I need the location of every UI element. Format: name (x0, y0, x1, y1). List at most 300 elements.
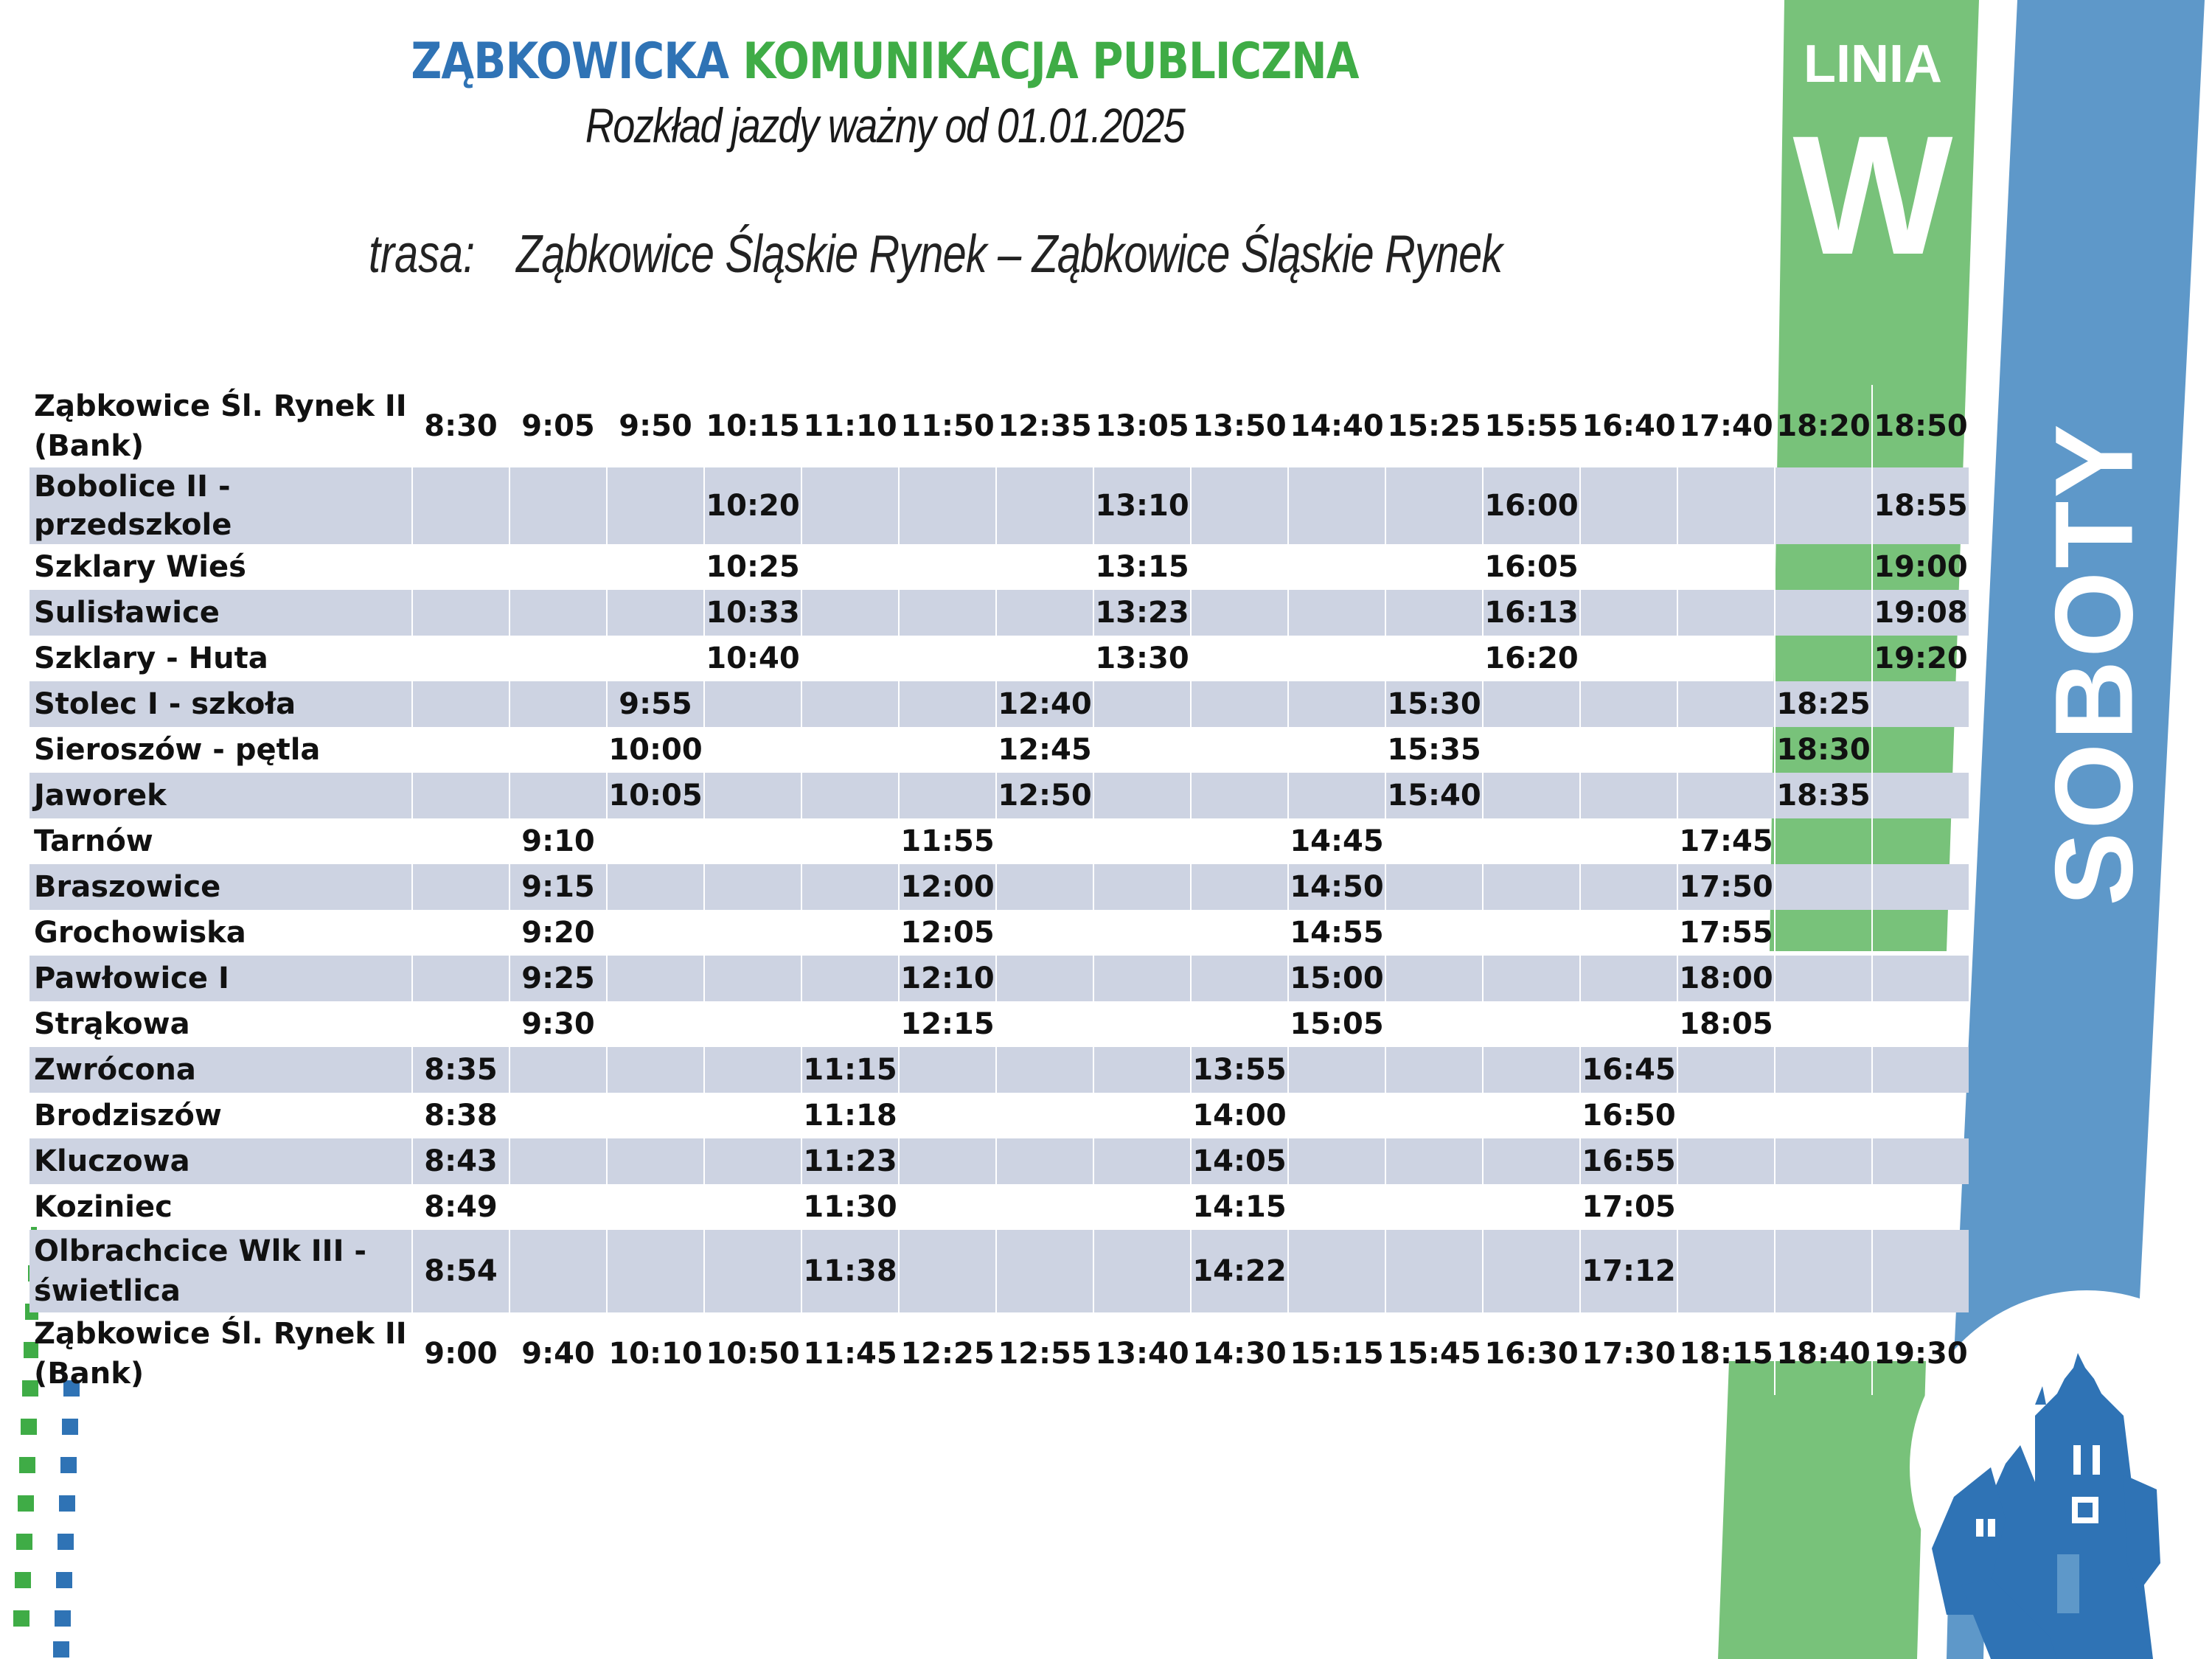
departure-time: 11:38 (801, 1230, 899, 1312)
departure-time (899, 1093, 996, 1138)
departure-time (1191, 864, 1288, 910)
departure-time (899, 544, 996, 590)
departure-time: 13:50 (1191, 385, 1288, 467)
departure-time (704, 1001, 801, 1047)
departure-time (1385, 956, 1483, 1001)
departure-time (704, 864, 801, 910)
table-row (29, 636, 1969, 681)
departure-time: 12:10 (899, 956, 996, 1001)
departure-time (996, 1230, 1093, 1312)
departure-time (1775, 544, 1872, 590)
departure-time (801, 773, 899, 818)
departure-time: 17:05 (1580, 1184, 1677, 1230)
departure-time: 8:30 (412, 385, 509, 467)
departure-time (996, 910, 1093, 956)
departure-time: 15:30 (1385, 681, 1483, 727)
departure-time (1483, 1184, 1580, 1230)
departure-time: 14:50 (1288, 864, 1385, 910)
departure-time: 15:05 (1288, 1001, 1385, 1047)
departure-time: 11:23 (801, 1138, 899, 1184)
departure-time (1677, 636, 1775, 681)
departure-time (1191, 727, 1288, 773)
departure-time (1677, 1138, 1775, 1184)
departure-time: 11:18 (801, 1093, 899, 1138)
stop-name: Sulisławice (29, 590, 412, 636)
departure-time (1288, 544, 1385, 590)
departure-time: 17:55 (1677, 910, 1775, 956)
departure-time (1288, 1230, 1385, 1312)
departure-time: 14:40 (1288, 385, 1385, 467)
departure-time: 8:43 (412, 1138, 509, 1184)
departure-time (1385, 1001, 1483, 1047)
departure-time: 12:40 (996, 681, 1093, 727)
departure-time: 9:20 (509, 910, 607, 956)
departure-time (1580, 1001, 1677, 1047)
departure-time (412, 910, 509, 956)
departure-time (509, 681, 607, 727)
departure-time (704, 956, 801, 1001)
departure-time: 11:45 (801, 1312, 899, 1395)
departure-time (1191, 818, 1288, 864)
departure-time (509, 1184, 607, 1230)
departure-time: 10:05 (607, 773, 704, 818)
departure-time: 9:05 (509, 385, 607, 467)
departure-time (1872, 1184, 1969, 1230)
departure-time (412, 681, 509, 727)
departure-time (412, 636, 509, 681)
departure-time (996, 818, 1093, 864)
departure-time (607, 1047, 704, 1093)
stop-name: Zwrócona (29, 1047, 412, 1093)
departure-time (1288, 727, 1385, 773)
departure-time (1093, 1047, 1191, 1093)
departure-time (1288, 467, 1385, 544)
departure-time (704, 1047, 801, 1093)
departure-time (1093, 773, 1191, 818)
departure-time (1483, 956, 1580, 1001)
departure-time: 16:00 (1483, 467, 1580, 544)
departure-time (996, 467, 1093, 544)
stop-name: Ząbkowice Śl. Rynek II (Bank) (34, 389, 407, 463)
departure-time (1191, 636, 1288, 681)
departure-time (509, 590, 607, 636)
departure-time (1385, 910, 1483, 956)
departure-time (1677, 590, 1775, 636)
departure-time: 16:05 (1483, 544, 1580, 590)
departure-time (509, 636, 607, 681)
departure-time (1775, 864, 1872, 910)
table-row (29, 956, 1969, 1001)
departure-time: 15:25 (1385, 385, 1483, 467)
departure-time (704, 910, 801, 956)
departure-time (607, 818, 704, 864)
departure-time: 15:40 (1385, 773, 1483, 818)
day-type-label: SOBOTY (2031, 421, 2156, 906)
stop-name: Szklary - Huta (34, 641, 268, 675)
departure-time: 12:00 (899, 864, 996, 910)
departure-time: 14:22 (1191, 1230, 1288, 1312)
departure-time (1385, 864, 1483, 910)
table-row (29, 773, 1969, 818)
validity-subtitle: Rozkład jazdy ważny od 01.01.2025 (585, 98, 1185, 153)
departure-time (801, 681, 899, 727)
departure-time (1093, 910, 1191, 956)
departure-time: 12:50 (996, 773, 1093, 818)
table-row (29, 590, 1969, 636)
departure-time: 12:15 (899, 1001, 996, 1047)
line-label: LINIA (1804, 35, 1942, 94)
departure-time (509, 1093, 607, 1138)
departure-time: 13:30 (1093, 636, 1191, 681)
departure-time: 16:50 (1580, 1093, 1677, 1138)
departure-time (1775, 590, 1872, 636)
departure-time (1872, 864, 1969, 910)
departure-time (1872, 1138, 1969, 1184)
departure-time (996, 636, 1093, 681)
departure-time (509, 1047, 607, 1093)
departure-time (1191, 681, 1288, 727)
title-part1: ZĄBKOWICKA (411, 32, 729, 91)
departure-time: 8:35 (412, 1047, 509, 1093)
departure-time: 12:55 (996, 1312, 1093, 1395)
table-row (29, 544, 1969, 590)
departure-time (996, 544, 1093, 590)
departure-time (607, 910, 704, 956)
departure-time (412, 956, 509, 1001)
departure-time (1775, 1230, 1872, 1312)
departure-time (1483, 1230, 1580, 1312)
departure-time (1775, 1184, 1872, 1230)
departure-time (704, 681, 801, 727)
departure-time: 18:20 (1775, 385, 1872, 467)
table-row (29, 467, 1969, 544)
departure-time (1775, 956, 1872, 1001)
departure-time (1580, 467, 1677, 544)
departure-time: 16:13 (1483, 590, 1580, 636)
departure-time (412, 590, 509, 636)
departure-time (1872, 1047, 1969, 1093)
departure-time (1385, 1047, 1483, 1093)
departure-time (899, 467, 996, 544)
departure-time (607, 1138, 704, 1184)
table-row (29, 818, 1969, 864)
departure-time (607, 864, 704, 910)
departure-time (1872, 1001, 1969, 1047)
departure-time: 16:55 (1580, 1138, 1677, 1184)
departure-time (509, 727, 607, 773)
departure-time (1191, 956, 1288, 1001)
departure-time: 17:12 (1580, 1230, 1677, 1312)
departure-time: 14:00 (1191, 1093, 1288, 1138)
departure-time (1775, 1138, 1872, 1184)
departure-time (1483, 773, 1580, 818)
departure-time (1093, 1093, 1191, 1138)
title-part2: KOMUNIKACJA PUBLICZNA (742, 32, 1359, 91)
departure-time: 14:55 (1288, 910, 1385, 956)
departure-time (1677, 773, 1775, 818)
departure-time (1191, 773, 1288, 818)
table-row (29, 1001, 1969, 1047)
departure-time (607, 1230, 704, 1312)
departure-time: 10:40 (704, 636, 801, 681)
stop-name: Sieroszów - pętla (34, 733, 321, 767)
stop-name: Jaworek (29, 773, 412, 818)
table-row (29, 1230, 1969, 1312)
departure-time: 17:45 (1677, 818, 1775, 864)
departure-time (1580, 544, 1677, 590)
departure-time (704, 773, 801, 818)
departure-time (899, 590, 996, 636)
departure-time (1093, 956, 1191, 1001)
departure-time (1093, 727, 1191, 773)
departure-time (509, 544, 607, 590)
departure-time (412, 544, 509, 590)
green-panel-lower (1718, 1361, 1926, 1659)
departure-time (1775, 1047, 1872, 1093)
table-row (29, 910, 1969, 956)
departure-time (1580, 910, 1677, 956)
departure-time (412, 773, 509, 818)
departure-time (704, 1230, 801, 1312)
departure-time (704, 1138, 801, 1184)
departure-time (607, 636, 704, 681)
departure-time (1677, 1230, 1775, 1312)
departure-time: 9:40 (509, 1312, 607, 1395)
departure-time: 12:05 (899, 910, 996, 956)
departure-time (412, 727, 509, 773)
departure-time (607, 1184, 704, 1230)
departure-time: 19:00 (1872, 544, 1969, 590)
departure-time (801, 956, 899, 1001)
stop-name: Grochowiska (34, 916, 246, 950)
departure-time (801, 1001, 899, 1047)
departure-time (1191, 910, 1288, 956)
departure-time (899, 681, 996, 727)
departure-time (1580, 864, 1677, 910)
departure-time (412, 467, 509, 544)
departure-time (412, 818, 509, 864)
departure-time (1093, 818, 1191, 864)
departure-time (1483, 1138, 1580, 1184)
departure-time: 10:33 (704, 590, 801, 636)
departure-time (899, 1138, 996, 1184)
departure-time (607, 956, 704, 1001)
stop-name: Koziniec (34, 1190, 173, 1224)
departure-time: 15:15 (1288, 1312, 1385, 1395)
table-row (29, 385, 1969, 467)
line-letter: W (1792, 100, 1953, 290)
departure-time (704, 1184, 801, 1230)
departure-time (899, 1047, 996, 1093)
departure-time: 9:50 (607, 385, 704, 467)
departure-time: 18:40 (1775, 1312, 1872, 1395)
departure-time: 10:15 (704, 385, 801, 467)
departure-time (1093, 681, 1191, 727)
table-row (29, 727, 1969, 773)
departure-time: 9:55 (607, 681, 704, 727)
departure-time (412, 864, 509, 910)
departure-time: 14:05 (1191, 1138, 1288, 1184)
departure-time (1385, 818, 1483, 864)
departure-time (607, 1093, 704, 1138)
departure-time: 11:30 (801, 1184, 899, 1230)
departure-time (996, 864, 1093, 910)
departure-time: 13:10 (1093, 467, 1191, 544)
departure-time (1385, 1138, 1483, 1184)
table-row (29, 1138, 1969, 1184)
departure-time (1191, 544, 1288, 590)
departure-time (1580, 590, 1677, 636)
departure-time: 16:20 (1483, 636, 1580, 681)
departure-time (1288, 1184, 1385, 1230)
departure-time (1191, 467, 1288, 544)
departure-time: 18:35 (1775, 773, 1872, 818)
departure-time (801, 590, 899, 636)
departure-time (1288, 1138, 1385, 1184)
departure-time (1191, 1001, 1288, 1047)
departure-time: 18:55 (1872, 467, 1969, 544)
departure-time: 11:15 (801, 1047, 899, 1093)
departure-time (1677, 544, 1775, 590)
departure-time (509, 1230, 607, 1312)
departure-time (1872, 1230, 1969, 1312)
departure-time (899, 1184, 996, 1230)
departure-time (996, 1184, 1093, 1230)
departure-time: 15:55 (1483, 385, 1580, 467)
departure-time (1775, 818, 1872, 864)
departure-time (1872, 681, 1969, 727)
departure-time: 8:38 (412, 1093, 509, 1138)
departure-time (1872, 910, 1969, 956)
departure-time: 12:25 (899, 1312, 996, 1395)
stop-name: Braszowice (29, 864, 412, 910)
departure-time (801, 864, 899, 910)
departure-time: 13:40 (1093, 1312, 1191, 1395)
table-row (29, 1093, 1969, 1138)
departure-time: 10:00 (607, 727, 704, 773)
departure-time: 13:55 (1191, 1047, 1288, 1093)
departure-time (996, 1001, 1093, 1047)
departure-time: 19:20 (1872, 636, 1969, 681)
departure-time (509, 1138, 607, 1184)
departure-time: 18:15 (1677, 1312, 1775, 1395)
departure-time: 16:40 (1580, 385, 1677, 467)
departure-time (1483, 910, 1580, 956)
departure-time (509, 773, 607, 818)
departure-time (1288, 681, 1385, 727)
departure-time: 9:30 (509, 1001, 607, 1047)
departure-time (1093, 1184, 1191, 1230)
departure-time (899, 773, 996, 818)
page-title (133, 32, 1637, 91)
departure-time: 12:35 (996, 385, 1093, 467)
departure-time (996, 1047, 1093, 1093)
departure-time (801, 818, 899, 864)
departure-time (1483, 681, 1580, 727)
departure-time (996, 956, 1093, 1001)
departure-time (1288, 1093, 1385, 1138)
departure-time: 10:50 (704, 1312, 801, 1395)
departure-time (1775, 636, 1872, 681)
departure-time (1288, 636, 1385, 681)
departure-time (1093, 1230, 1191, 1312)
departure-time (1677, 467, 1775, 544)
departure-time (1385, 1093, 1483, 1138)
departure-time: 11:10 (801, 385, 899, 467)
departure-time (1093, 1138, 1191, 1184)
departure-time: 8:49 (412, 1184, 509, 1230)
departure-time (899, 636, 996, 681)
departure-time (1775, 1001, 1872, 1047)
departure-time: 10:25 (704, 544, 801, 590)
table-row (29, 1047, 1969, 1093)
departure-time: 17:50 (1677, 864, 1775, 910)
departure-time (996, 1093, 1093, 1138)
departure-time (1093, 864, 1191, 910)
stop-name: Szklary Wieś (34, 550, 246, 584)
departure-time: 9:15 (509, 864, 607, 910)
departure-time: 18:25 (1775, 681, 1872, 727)
departure-time (704, 818, 801, 864)
stop-name: Tarnów (34, 824, 153, 858)
table-row (29, 1312, 1969, 1395)
departure-time (1872, 773, 1969, 818)
departure-time (801, 636, 899, 681)
stop-name: Strąkowa (34, 1007, 190, 1041)
stop-name: Brodziszów (34, 1099, 222, 1133)
departure-time (1677, 1184, 1775, 1230)
timetable (29, 385, 1969, 1395)
departure-time (1872, 1093, 1969, 1138)
departure-time: 15:00 (1288, 956, 1385, 1001)
departure-time: 16:30 (1483, 1312, 1580, 1395)
departure-time: 18:05 (1677, 1001, 1775, 1047)
departure-time (1483, 1093, 1580, 1138)
departure-time: 14:15 (1191, 1184, 1288, 1230)
table-row (29, 681, 1969, 727)
departure-time (1872, 727, 1969, 773)
departure-time: 18:50 (1872, 385, 1969, 467)
departure-time (412, 1001, 509, 1047)
departure-time (1385, 544, 1483, 590)
departure-time: 11:55 (899, 818, 996, 864)
departure-time (607, 544, 704, 590)
departure-time (1288, 773, 1385, 818)
departure-time (1677, 1093, 1775, 1138)
departure-time (1385, 636, 1483, 681)
table-row (29, 1184, 1969, 1230)
departure-time: 10:10 (607, 1312, 704, 1395)
departure-time (1775, 1093, 1872, 1138)
departure-time: 13:05 (1093, 385, 1191, 467)
departure-time (1385, 1184, 1483, 1230)
departure-time (1775, 467, 1872, 544)
departure-time (509, 467, 607, 544)
departure-time (1580, 681, 1677, 727)
departure-time (996, 590, 1093, 636)
departure-time (1483, 1001, 1580, 1047)
departure-time (801, 467, 899, 544)
stop-name: Olbrachcice Wlk III - świetlica (29, 1230, 412, 1312)
departure-time (704, 727, 801, 773)
departure-time (1093, 1001, 1191, 1047)
departure-time (1677, 1047, 1775, 1093)
departure-time (704, 1093, 801, 1138)
stop-name: Pawłowice I (29, 956, 412, 1001)
departure-time: 14:30 (1191, 1312, 1288, 1395)
departure-time (801, 544, 899, 590)
departure-time (1483, 864, 1580, 910)
